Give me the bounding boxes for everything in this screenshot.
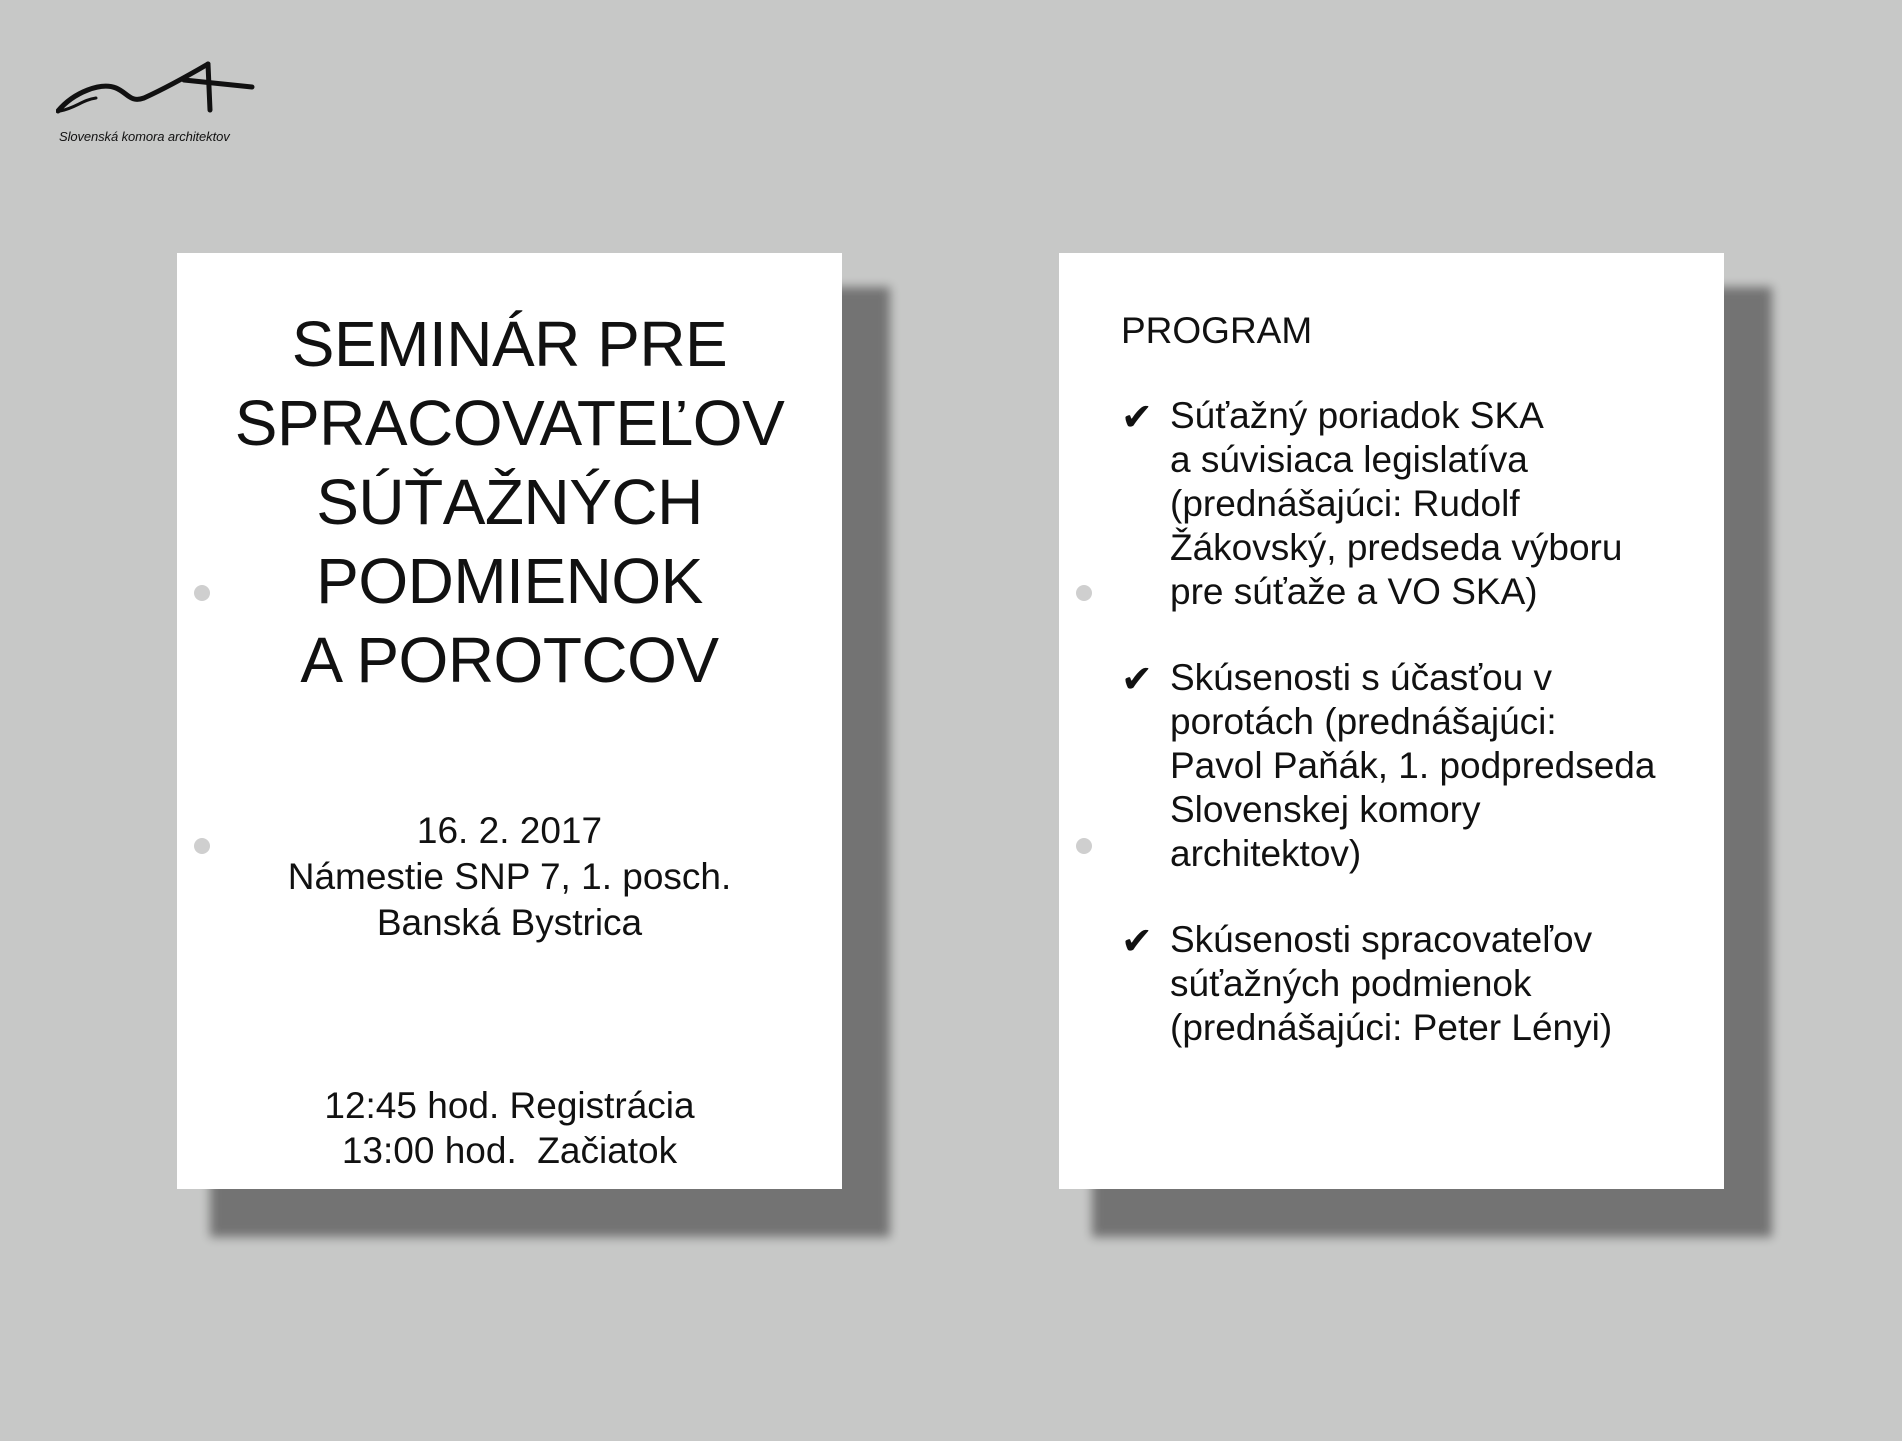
registration-time: 12:45 hod. Registrácia	[324, 1085, 695, 1126]
punch-hole	[1076, 838, 1092, 854]
event-times	[177, 1083, 842, 1173]
program-line: (prednášajúci: Peter Lényi)	[1170, 1007, 1613, 1048]
event-city: Banská Bystrica	[376, 902, 643, 943]
program-line: súťažných podmienok	[1170, 963, 1532, 1004]
program-line: Súťažný poriadok SKA	[1170, 395, 1544, 436]
program-line: Pavol Paňák, 1. podpredseda	[1170, 745, 1656, 786]
program-line: Slovenskej komory	[1170, 789, 1481, 830]
program-item-text	[1170, 656, 1710, 876]
program-item-text	[1170, 394, 1710, 614]
title-line: A POROTCOV	[300, 624, 719, 696]
program-line: Skúsenosti s účasťou v	[1170, 657, 1553, 698]
event-date: 16. 2. 2017	[416, 810, 603, 851]
check-icon: ✔	[1121, 659, 1153, 701]
program-line: architektov)	[1170, 833, 1362, 874]
event-info	[177, 808, 842, 946]
seminar-title	[177, 305, 842, 700]
ska-logo	[56, 58, 266, 148]
program-line: (prednášajúci: Rudolf	[1170, 483, 1520, 524]
program-line: pre súťaže a VO SKA)	[1170, 571, 1538, 612]
title-line: PODMIENOK	[316, 545, 703, 617]
program-line: porotách (prednášajúci:	[1170, 701, 1557, 742]
program-line: Žákovský, predseda výboru	[1170, 527, 1623, 568]
title-line: SEMINÁR PRE	[291, 308, 728, 380]
program-card	[1059, 253, 1724, 1189]
check-icon: ✔	[1121, 921, 1153, 963]
ska-logo-mark-icon	[56, 58, 256, 128]
program-heading: PROGRAM	[1121, 310, 1313, 351]
title-line: SÚŤAŽNÝCH	[316, 466, 703, 538]
program-line: a súvisiaca legislatíva	[1170, 439, 1528, 480]
program-line: Skúsenosti spracovateľov	[1170, 919, 1593, 960]
title-line: SPRACOVATEĽOV	[234, 387, 785, 459]
start-time: 13:00 hod. Začiatok	[341, 1130, 678, 1171]
event-address: Námestie SNP 7, 1. posch.	[287, 856, 732, 897]
check-icon: ✔	[1121, 397, 1153, 439]
logo-text: Slovenská komora architektov	[59, 129, 230, 144]
program-item-text	[1170, 918, 1710, 1050]
punch-hole	[1076, 585, 1092, 601]
event-card	[177, 253, 842, 1189]
